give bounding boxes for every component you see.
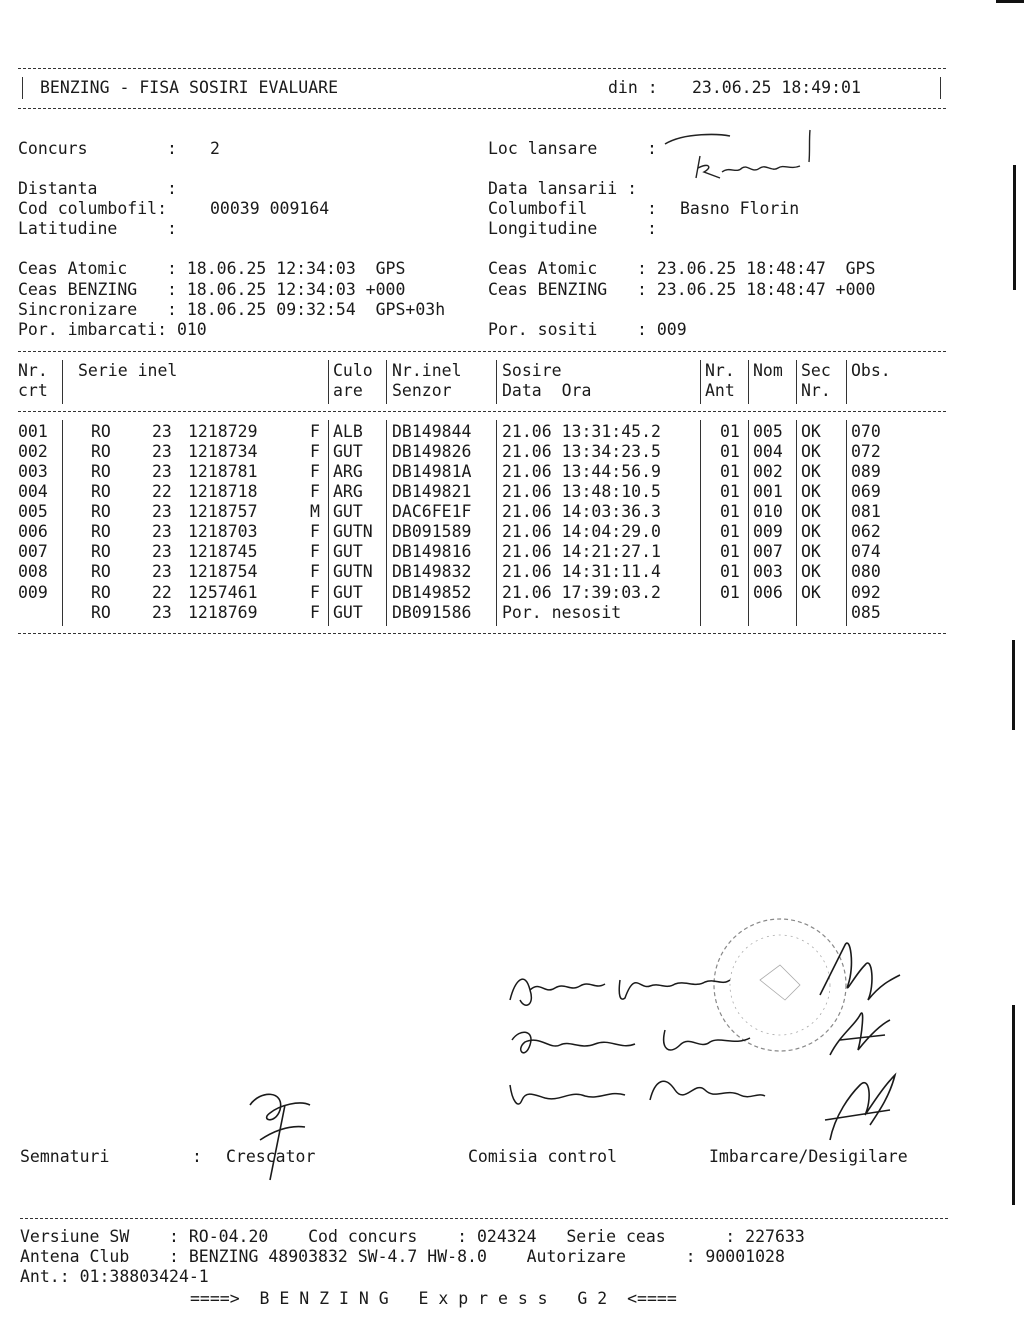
th-ant: Ant [705,381,735,400]
cell-obs: 080 [851,562,881,581]
cell-culoare: GUT [333,603,363,622]
table-top-rule [18,351,946,352]
cell-obs: 092 [851,583,881,602]
cell-nr: 003 [18,462,48,481]
cell-tara: RO [91,502,111,521]
cell-sex: F [310,583,320,602]
antenna-id: Ant.: 01:38803424-1 [20,1267,209,1286]
cell-inel: 1218769 [188,603,258,622]
cell-tara: RO [91,583,111,602]
cell-inel: 1218703 [188,522,258,541]
cell-ant: 01 [720,583,740,602]
ceas-atomic-lansare: Ceas Atomic : 18.06.25 12:34:03 GPS [18,259,406,278]
col-sep [496,360,497,404]
concurs-value: 2 [210,139,220,158]
cell-an: 22 [152,583,172,602]
th-obs: Obs. [851,361,891,380]
cell-sec: OK [801,422,821,441]
ceas-atomic-sosire: Ceas Atomic : 23.06.25 18:48:47 GPS [488,259,876,278]
cell-sex: F [310,422,320,441]
date-label: din : [608,78,658,97]
table-row [18,562,948,582]
antena-club: Antena Club : BENZING 48903832 SW-4.7 HW-8.0 Autorizare : 90001028 [20,1247,785,1266]
th-culoare: Culo [333,361,373,380]
cell-nom: 002 [753,462,783,481]
cell-culoare: GUT [333,502,363,521]
cell-sex: F [310,442,320,461]
cell-sosire: 21.06 14:03:36.3 [502,502,661,521]
col-sep [386,360,387,404]
th-culoare-2: are [333,381,363,400]
cell-an: 23 [152,462,172,481]
cell-nr: 004 [18,482,48,501]
scan-mark-top [996,0,1024,3]
col-sep [328,360,329,404]
cell-nom: 010 [753,502,783,521]
cell-senzor: DB14981A [392,462,472,481]
table-row [18,482,948,502]
cell-obs: 081 [851,502,881,521]
scan-mark-right-2 [1012,640,1015,730]
crescator-label: Crescator [226,1147,316,1166]
cell-sec: OK [801,462,821,481]
col-sep [846,360,847,404]
cell-obs: 089 [851,462,881,481]
th-sec: Sec [801,361,831,380]
imbarcare-desigilare-label: Imbarcare/Desigilare [709,1147,908,1166]
table-row [18,583,948,603]
columbofil-value: Basno Florin [680,199,800,218]
cell-inel: 1218757 [188,502,258,521]
cell-nom: 006 [753,583,783,602]
table-row [18,442,948,462]
cell-tara: RO [91,522,111,541]
cell-inel: 1218754 [188,562,258,581]
cell-an: 22 [152,482,172,501]
benzing-banner: ====> B E N Z I N G E x p r e s s G 2 <==== [190,1289,677,1308]
data-lansarii-label: Data lansarii : [488,179,638,198]
cell-culoare: GUTN [333,562,373,581]
cell-nom: 001 [753,482,783,501]
cell-sec: OK [801,542,821,561]
cell-tara: RO [91,462,111,481]
ceas-benzing-lansare: Ceas BENZING : 18.06.25 12:34:03 +000 [18,280,406,299]
cell-obs: 074 [851,542,881,561]
header-top-rule [18,68,946,69]
cell-sosire: 21.06 14:21:27.1 [502,542,661,561]
cell-culoare: GUT [333,583,363,602]
col-sep [700,360,701,404]
cell-sosire: 21.06 17:39:03.2 [502,583,661,602]
comisia-control-label: Comisia control [468,1147,618,1166]
sincronizare: Sincronizare : 18.06.25 09:32:54 GPS+03h [18,300,446,319]
cell-nom: 003 [753,562,783,581]
cell-nom: 005 [753,422,783,441]
porumbei-sositi: Por. sositi : 009 [488,320,687,339]
header-bottom-rule [18,108,946,109]
cell-culoare: ARG [333,462,363,481]
cell-an: 23 [152,603,172,622]
cell-sex: F [310,522,320,541]
cell-sec: OK [801,562,821,581]
cell-nr: 006 [18,522,48,541]
th-nom: Nom [753,361,783,380]
cod-columbofil-value: 00039 009164 [210,199,330,218]
table-row [18,422,948,442]
cell-an: 23 [152,562,172,581]
cell-ant: 01 [720,442,740,461]
cell-senzor: DB149821 [392,482,472,501]
scan-mark-right-1 [1013,165,1016,290]
cell-inel: 1257461 [188,583,258,602]
col-sep [62,360,63,404]
cell-inel: 1218718 [188,482,258,501]
cell-sosire: 21.06 13:48:10.5 [502,482,661,501]
commission-signatures [500,950,780,1130]
cell-an: 23 [152,442,172,461]
concurs-label: Concurs : [18,139,177,158]
th-sosire: Sosire [502,361,562,380]
table-row [18,542,948,562]
distanta-label: Distanta : [18,179,177,198]
cell-culoare: ARG [333,482,363,501]
cell-inel: 1218729 [188,422,258,441]
cell-nr: 008 [18,562,48,581]
cell-sex: F [310,562,320,581]
cell-senzor: DAC6FE1F [392,502,472,521]
cell-sec: OK [801,502,821,521]
cell-inel: 1218745 [188,542,258,561]
cell-nr: 009 [18,583,48,602]
cell-sec: OK [801,482,821,501]
cell-nom: 009 [753,522,783,541]
cell-an: 23 [152,542,172,561]
th-nr-inel: Nr.inel [392,361,462,380]
cell-nr: 002 [18,442,48,461]
cell-tara: RO [91,482,111,501]
cell-sosire: Por. nesosit [502,603,622,622]
cell-nr: 001 [18,422,48,441]
porumbei-imbarcati: Por. imbarcati: 010 [18,320,207,339]
cell-sosire: 21.06 14:31:11.4 [502,562,661,581]
cell-sosire: 21.06 13:44:56.9 [502,462,661,481]
table-header-rule [18,411,946,412]
embarkation-signatures [810,925,910,1155]
th-nr: Nr. [18,361,48,380]
loc-lansare-handwriting [660,128,820,188]
cell-nom: 007 [753,542,783,561]
cell-ant: 01 [720,522,740,541]
cell-obs: 085 [851,603,881,622]
cell-an: 23 [152,502,172,521]
th-serie-inel: Serie inel [78,361,178,380]
cell-nom: 004 [753,442,783,461]
page-title: BENZING - FISA SOSIRI EVALUARE [40,78,339,97]
cell-tara: RO [91,542,111,561]
cell-senzor: DB149826 [392,442,472,461]
cell-ant: 01 [720,482,740,501]
cell-sosire: 21.06 14:04:29.0 [502,522,661,541]
cell-inel: 1218781 [188,462,258,481]
cell-obs: 069 [851,482,881,501]
table-row [18,603,948,623]
table-row [18,462,948,482]
cell-an: 23 [152,522,172,541]
cell-obs: 072 [851,442,881,461]
cell-sex: F [310,542,320,561]
col-sep [748,360,749,404]
cell-an: 23 [152,422,172,441]
cell-sex: M [310,502,320,521]
cell-senzor: DB149832 [392,562,472,581]
table-bottom-rule [18,633,946,634]
cell-senzor: DB149816 [392,542,472,561]
loc-lansare-label: Loc lansare : [488,139,657,158]
th-crt: crt [18,381,48,400]
cell-sex: F [310,603,320,622]
cell-culoare: GUT [333,442,363,461]
cell-senzor: DB091589 [392,522,472,541]
cell-sec: OK [801,583,821,602]
cell-culoare: GUT [333,542,363,561]
date-value: 23.06.25 18:49:01 [692,78,861,97]
cod-columbofil-label: Cod columbofil: [18,199,168,218]
cell-nr: 005 [18,502,48,521]
cell-ant: 01 [720,542,740,561]
header-right-border [940,77,941,99]
ceas-benzing-sosire: Ceas BENZING : 23.06.25 18:48:47 +000 [488,280,876,299]
th-nr-ant: Nr. [705,361,735,380]
col-sep [796,360,797,404]
cell-obs: 070 [851,422,881,441]
versiune-sw: Versiune SW : RO-04.20 Cod concurs : 024324 Serie ceas : 227633 [20,1227,805,1246]
cell-senzor: DB091586 [392,603,472,622]
cell-ant: 01 [720,422,740,441]
cell-sec: OK [801,442,821,461]
cell-senzor: DB149852 [392,583,472,602]
cell-tara: RO [91,562,111,581]
header-left-border [22,77,23,99]
cell-obs: 062 [851,522,881,541]
cell-nr: 007 [18,542,48,561]
semnaturi-label: Semnaturi [20,1147,110,1166]
footer-rule [20,1218,948,1219]
cell-culoare: GUTN [333,522,373,541]
cell-sec: OK [801,522,821,541]
cell-inel: 1218734 [188,442,258,461]
cell-tara: RO [91,422,111,441]
cell-culoare: ALB [333,422,363,441]
th-sec-nr: Nr. [801,381,831,400]
table-row [18,522,948,542]
cell-sex: F [310,482,320,501]
columbofil-label: Columbofil : [488,199,657,218]
cell-ant: 01 [720,462,740,481]
table-row [18,502,948,522]
scan-mark-right-3 [1012,1005,1015,1205]
th-senzor: Senzor [392,381,452,400]
cell-ant: 01 [720,502,740,521]
semnaturi-colon: : [192,1147,202,1166]
cell-senzor: DB149844 [392,422,472,441]
cell-tara: RO [91,603,111,622]
cell-sosire: 21.06 13:31:45.2 [502,422,661,441]
longitudine-label: Longitudine : [488,219,657,238]
cell-sosire: 21.06 13:34:23.5 [502,442,661,461]
cell-ant: 01 [720,562,740,581]
cell-sex: F [310,462,320,481]
th-data-ora: Data Ora [502,381,592,400]
breeder-signature [240,1085,330,1185]
cell-tara: RO [91,442,111,461]
latitudine-label: Latitudine : [18,219,177,238]
